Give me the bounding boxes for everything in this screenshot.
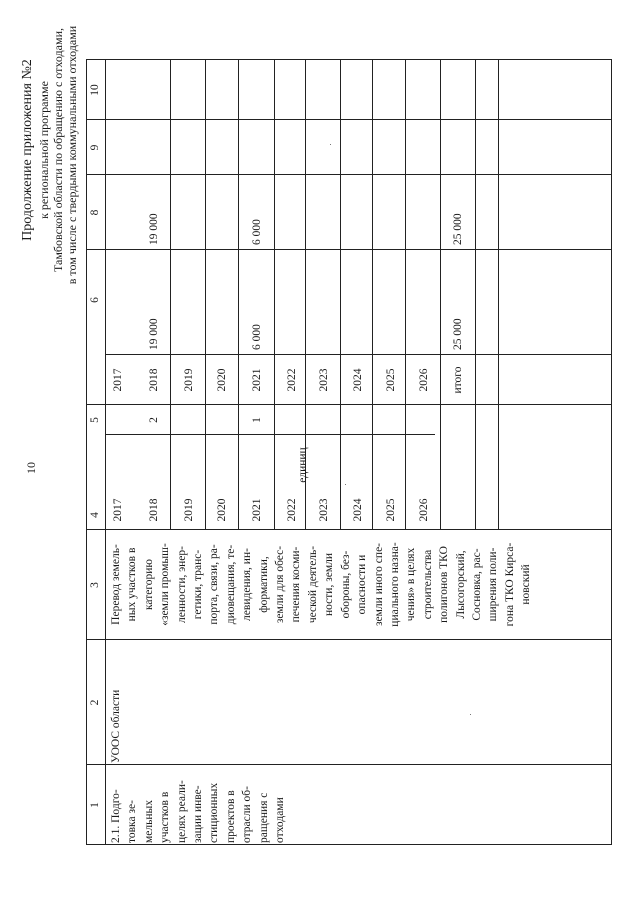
fin-year: 2025: [385, 368, 397, 392]
measure-name: 2.1. Подго- товка зе- мельных участков в целях реали- зации инве- стиционных проектов в отрасли об- ращения с отходами: [110, 780, 287, 843]
fin-year: 2026: [418, 368, 430, 392]
indicator-name: Перевод земель- ных участков в категорию «земли промыш- ленности, энер- гетики, транс- порта, связи, ра- диовещания, те- левидения, ин- форматики, земли для обес- печения косми- ческой деятель- ности, земли обороны, без- опасности и земли иного спе- циального назна- чения» в целях строительства полигонов ТКО Лысогорский, Сосновка, рас- ширения поли- гона ТКО Кирса- новский: [110, 542, 533, 627]
col-number-9: 9: [89, 144, 101, 151]
plan-year: 2025: [385, 498, 397, 522]
scan-speck: [345, 484, 346, 485]
fin-value-col8: 6 000: [251, 219, 263, 245]
col-number-8: 8: [89, 209, 101, 216]
col-number-5: 5: [89, 417, 101, 423]
unit-label: единиц: [297, 447, 309, 483]
plan-year: 2017: [112, 498, 124, 522]
fin-year: 2018: [148, 368, 160, 392]
fin-total-col6: 25 000: [452, 318, 464, 350]
plan-value: 2: [148, 417, 160, 423]
col-number-10: 10: [89, 84, 101, 96]
fin-year: 2017: [112, 368, 124, 392]
col-number-4: 4: [89, 512, 101, 518]
col-number-2: 2: [89, 699, 101, 706]
plan-year: 2018: [148, 498, 160, 522]
fin-year: 2020: [216, 368, 228, 392]
fin-total-col8: 25 000: [452, 213, 464, 245]
plan-year: 2019: [183, 498, 195, 522]
header-line-3: в том числе с твердыми коммунальными отходами: [65, 25, 79, 285]
header-line-2: Тамбовской области по обращению с отходами,: [51, 27, 65, 273]
plan-year: 2026: [418, 498, 430, 522]
page-number: 10: [24, 462, 38, 474]
plan-year: 2021: [251, 498, 263, 522]
plan-value: 1: [251, 417, 263, 423]
fin-value-col6: 19 000: [148, 318, 160, 350]
plan-year: 2023: [318, 498, 330, 522]
plan-year: 2024: [352, 498, 364, 522]
scan-speck: [330, 144, 331, 145]
executor-name: УООС области: [110, 689, 122, 763]
fin-total-label: итого: [452, 366, 464, 394]
plan-year: 2022: [286, 498, 298, 522]
fin-year: 2024: [352, 368, 364, 392]
fin-year: 2019: [183, 368, 195, 392]
plan-year: 2020: [216, 498, 228, 522]
fin-year: 2022: [286, 368, 298, 392]
scan-speck: [470, 714, 471, 715]
col-number-1: 1: [89, 802, 101, 808]
col-number-6: 6: [89, 297, 101, 303]
fin-year: 2023: [318, 368, 330, 392]
fin-value-col8: 19 000: [148, 213, 160, 245]
col-number-3: 3: [89, 582, 101, 588]
fin-value-col6: 6 000: [251, 324, 263, 350]
appendix-title: Продолжение приложения №2: [20, 59, 35, 241]
header-line-1: к региональной программе: [37, 81, 51, 219]
fin-year: 2021: [251, 368, 263, 392]
